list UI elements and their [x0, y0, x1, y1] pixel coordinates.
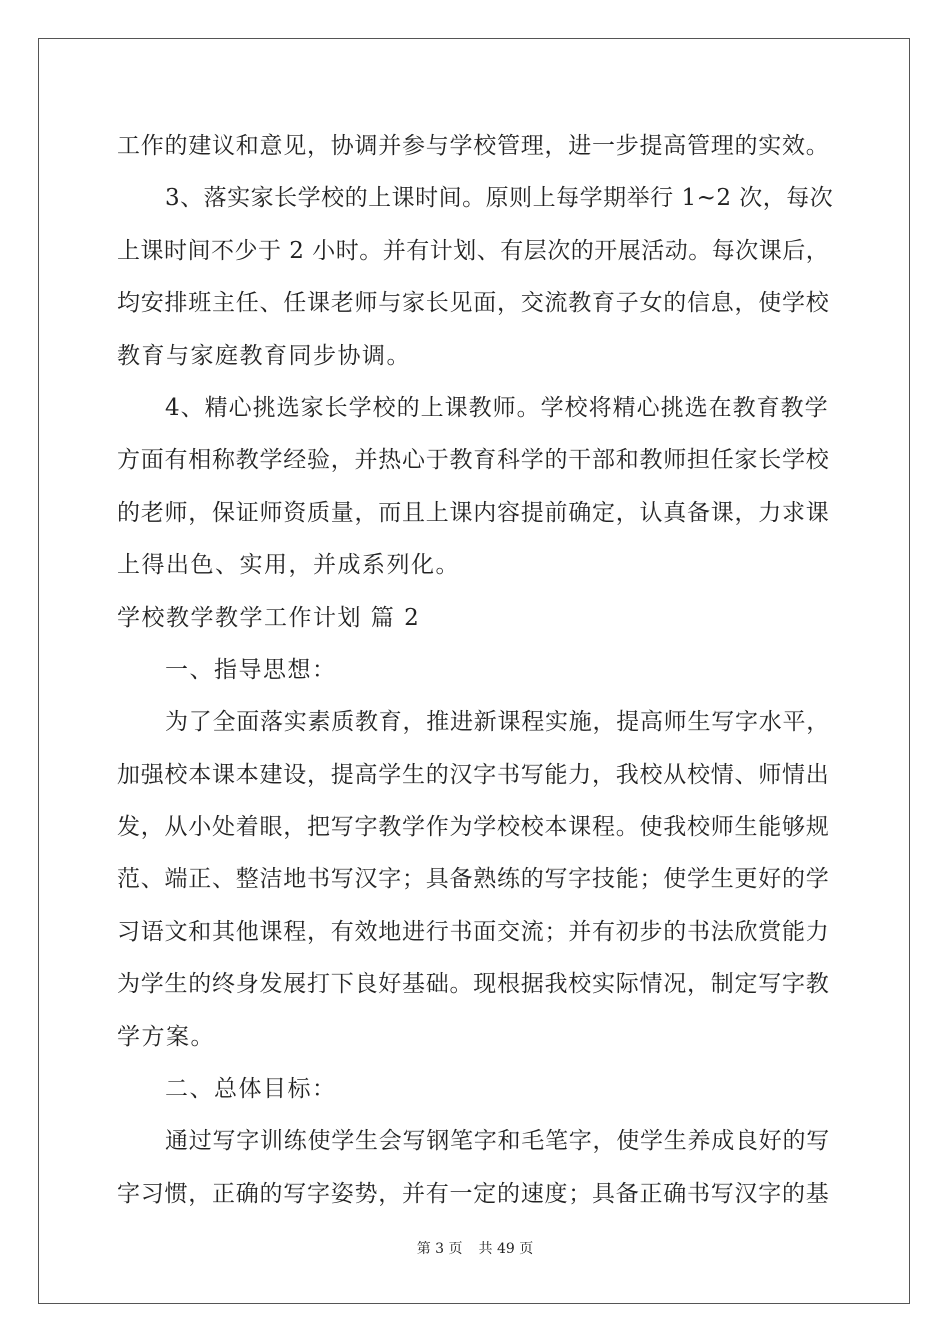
text-line: 加强校本课本建设，提高学生的汉字书写能力，我校从校情、师情出 — [117, 761, 830, 788]
text-line: 字习惯，正确的写字姿势，并有一定的速度；具备正确书写汉字的基 — [117, 1180, 830, 1207]
text-line: 的老师，保证师资质量，而且上课内容提前确定，认真备课，力求课 — [117, 499, 830, 526]
text-line: 习语文和其他课程，有效地进行书面交流；并有初步的书法欣赏能力 — [117, 918, 830, 945]
section-heading: 学校教学教学工作计划 篇 2 — [117, 604, 421, 631]
text-line: 上得出色、实用，并成系列化。 — [117, 552, 460, 579]
text-line: 二、总体目标： — [165, 1076, 337, 1103]
document-body — [117, 126, 833, 1226]
text-line: 通过写字训练使学生会写钢笔字和毛笔字，使学生养成良好的写 — [165, 1128, 830, 1155]
page-total: 共 49 页 — [478, 1241, 534, 1257]
text-line: 均安排班主任、任课老师与家长见面，交流教育子女的信息，使学校 — [117, 290, 830, 317]
text-line: 为学生的终身发展打下良好基础。现根据我校实际情况，制定写字教 — [117, 971, 830, 998]
text-line: 发，从小处着眼，把写字教学作为学校校本课程。使我校师生能够规 — [117, 814, 830, 841]
page-footer — [0, 1238, 950, 1258]
text-line: 方面有相称教学经验，并热心于教育科学的干部和教师担任家长学校 — [117, 447, 830, 474]
text-line: 学方案。 — [117, 1023, 215, 1050]
page-number: 第 3 页 — [416, 1241, 463, 1257]
text-line: 工作的建议和意见，协调并参与学校管理，进一步提高管理的实效。 — [117, 133, 830, 159]
text-line: 一、指导思想： — [165, 656, 337, 683]
text-line: 范、端正、整洁地书写汉字；具备熟练的写字技能；使学生更好的学 — [117, 866, 830, 893]
text-line: 4、精心挑选家长学校的上课教师。学校将精心挑选在教育教学 — [165, 394, 829, 421]
text-line: 上课时间不少于 2 小时。并有计划、有层次的开展活动。每次课后， — [117, 237, 830, 264]
text-line: 为了全面落实素质教育，推进新课程实施，提高师生写字水平， — [165, 709, 830, 736]
text-line: 教育与家庭教育同步协调。 — [117, 342, 411, 369]
text-line: 3、落实家长学校的上课时间。原则上每学期举行 1~2 次，每次 — [165, 185, 833, 212]
